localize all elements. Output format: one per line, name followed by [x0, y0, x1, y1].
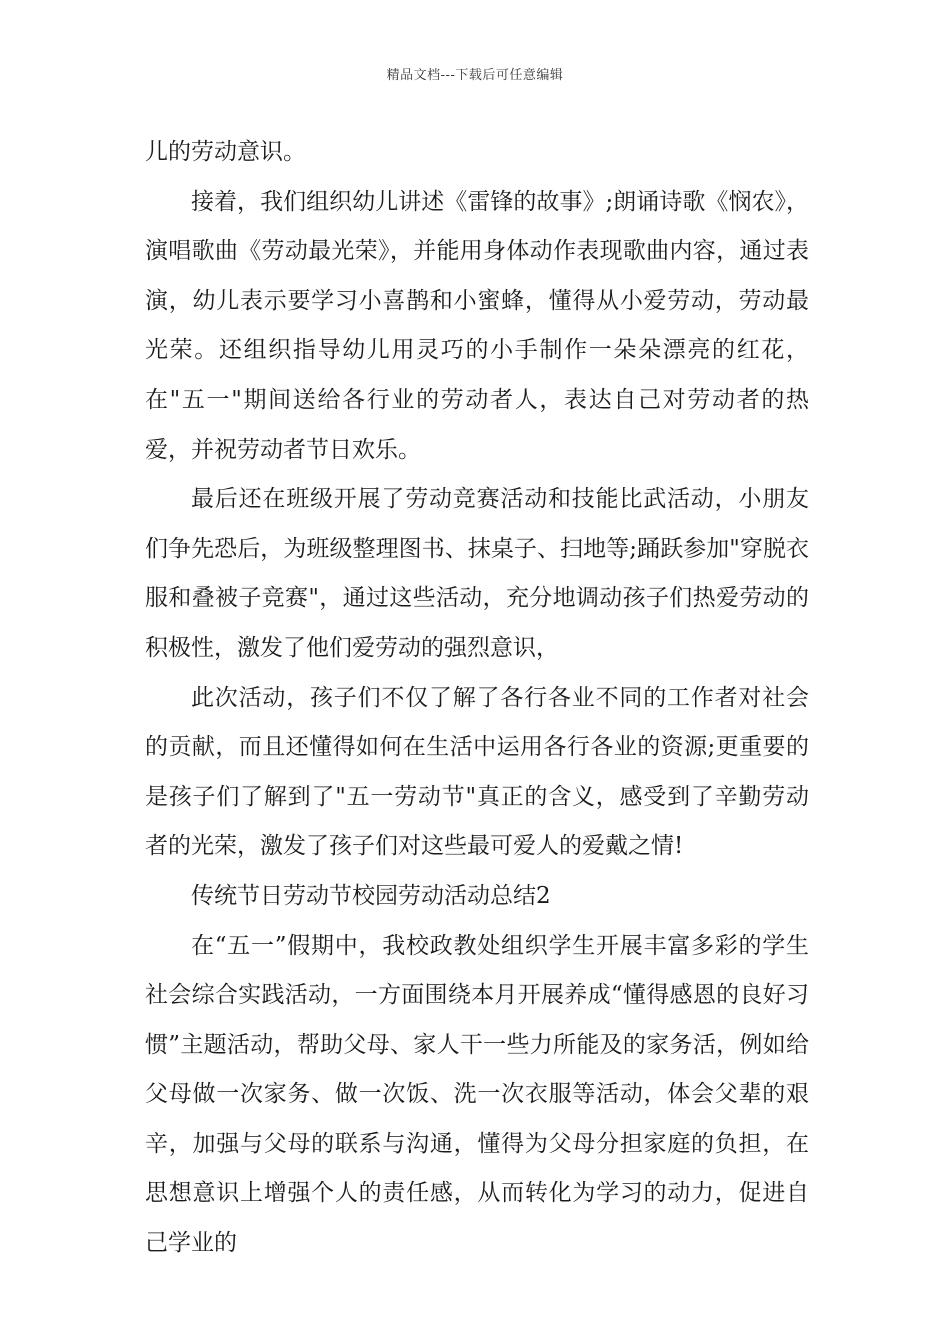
document-body — [145, 128, 809, 1269]
paragraph: 此次活动，孩子们不仅了解了各行各业不同的工作者对社会的贡献，而且还懂得如何在生活中运用各行各业的资源;更重要的是孩子们了解到了"五一劳动节"真正的含义，感受到了辛勤劳动者的光荣，激发了孩子们对这些最可爱人的爱戴之情! — [145, 684, 809, 860]
paragraph: 最后还在班级开展了劳动竞赛活动和技能比武活动，小朋友们争先恐后，为班级整理图书、抹桌子、扫地等;踊跃参加"穿脱衣服和叠被子竞赛"，通过这些活动，充分地调动孩子们热爱劳动的积极性，激发了他们爱劳动的强烈意识， — [145, 486, 809, 661]
paragraph: 儿的劳动意识。 — [145, 139, 306, 165]
section-title: 传统节日劳动节校园劳动活动总结2 — [191, 882, 551, 909]
paragraph: 接着，我们组织幼儿讲述《雷锋的故事》;朗诵诗歌《悯农》，演唱歌曲《劳动最光荣》，并能用身体动作表现歌曲内容，通过表演，幼儿表示要学习小喜鹊和小蜜蜂，懂得从小爱劳动，劳动最光荣。还组织指导幼儿用灵巧的小手制作一朵朵漂亮的红花，在"五一"期间送给各行业的劳动者人，表达自己对劳动者的热爱，并祝劳动者节日欢乐。 — [145, 188, 809, 463]
paragraph: 在“五一”假期中，我校政教处组织学生开展丰富多彩的学生社会综合实践活动，一方面围绕本月开展养成“懂得感恩的良好习惯”主题活动，帮助父母、家人干一些力所能及的家务活，例如给父母做一次家务、做一次饭、洗一次衣服等活动，体会父辈的艰辛，加强与父母的联系与沟通，懂得为父母分担家庭的负担，在思想意识上增强个人的责任感，从而转化为学习的动力，促进自己学业的 — [145, 932, 809, 1257]
page-header: 精品文档---下载后可任意编辑 — [386, 68, 564, 83]
